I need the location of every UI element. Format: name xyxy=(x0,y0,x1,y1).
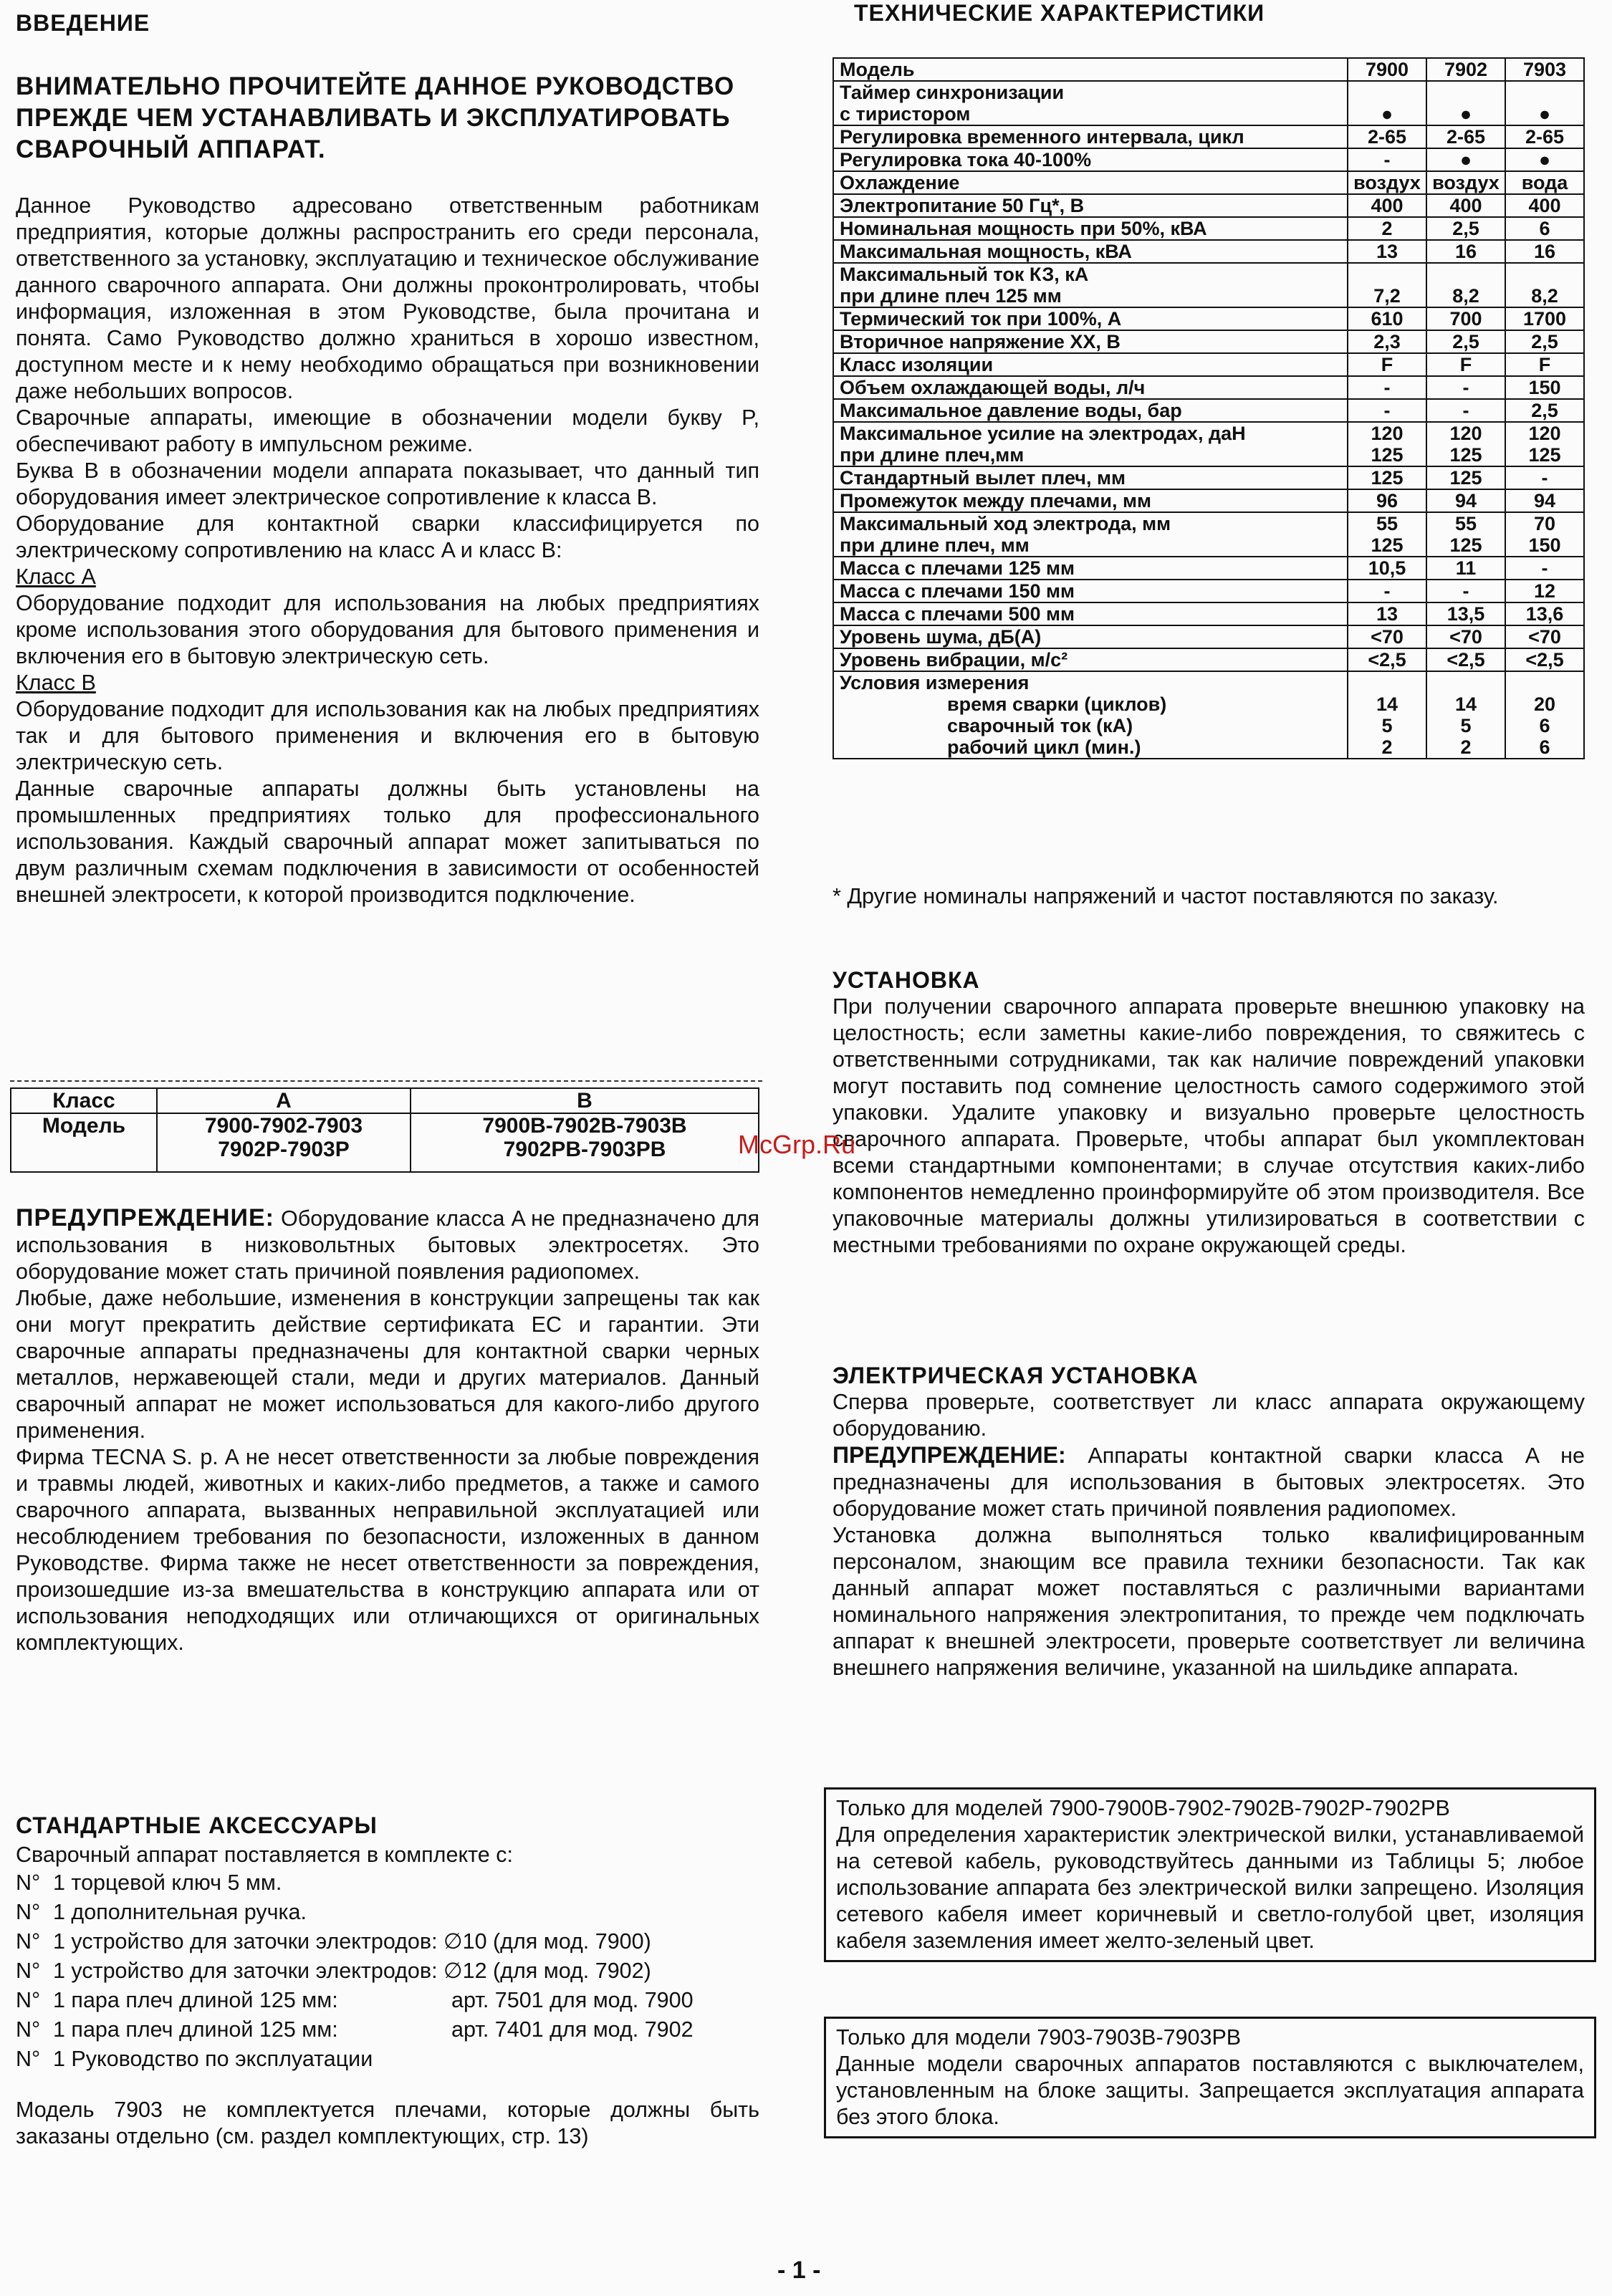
spec-value: 13,5 xyxy=(1426,602,1505,625)
class-row-label: Модель xyxy=(11,1113,157,1172)
elec-section xyxy=(833,1363,1585,1681)
spec-value xyxy=(1348,422,1426,466)
class-b-models xyxy=(411,1113,759,1172)
spec-conditions-value xyxy=(1426,671,1505,759)
spec-label xyxy=(833,353,1348,376)
intro-warning: ВНИМАТЕЛЬНО ПРОЧИТЕЙТЕ ДАННОЕ РУКОВОДСТВО ПРЕЖДЕ ЧЕМ УСТАНАВЛИВАТЬ И ЭКСПЛУАТИРОВАТЬ СВАРОЧНЫЙ АППАРАТ. xyxy=(16,72,735,163)
spec-value: F xyxy=(1505,353,1584,376)
spec-value: 2,5 xyxy=(1505,330,1584,353)
spec-row xyxy=(833,557,1584,580)
spec-label xyxy=(833,330,1348,353)
spec-row xyxy=(833,376,1584,399)
spec-conditions-value-line: 6 xyxy=(1539,715,1550,736)
spec-value: 125 xyxy=(1426,466,1505,489)
accessory-text: 1 Руководство по эксплуатации xyxy=(53,2047,373,2071)
spec-label-line: при длине плеч 125 мм xyxy=(840,285,1062,307)
spec-value: - xyxy=(1348,399,1426,422)
spec-conditions-item: рабочий цикл (мин.) xyxy=(947,736,1141,758)
class-b-text: Оборудование подходит для использования как на любых предприятиях так и для бытового применения и включения его в бытовую электрическую сеть. xyxy=(16,697,759,774)
elec-text2: Установка должна выполняться только квалифицированным персоналом, знающим все правила техники безопасности. Так как данный аппарат может поставляться с различными вариантами номинального напряжения электропитания, то прежде чем подключать аппарат к внешней электросети, проверьте соответствует ли величина внешнего напряжения величине, указанной на шильдике аппарата. xyxy=(833,1523,1585,1680)
spec-value: 2,5 xyxy=(1426,217,1505,240)
spec-row xyxy=(833,422,1584,466)
spec-value-line: 70 xyxy=(1533,513,1556,534)
spec-row xyxy=(833,625,1584,648)
left-column xyxy=(16,10,759,908)
intro-heading: ВВЕДЕНИЕ xyxy=(16,10,150,36)
spec-value-line: 125 xyxy=(1371,534,1404,556)
spec-value: 94 xyxy=(1426,489,1505,512)
spec-row xyxy=(833,648,1584,671)
spec-value-line: 120 xyxy=(1449,423,1482,444)
spec-value: 2-65 xyxy=(1426,125,1505,148)
accessory-item xyxy=(16,1927,759,1956)
spec-conditions-value-line: 5 xyxy=(1381,715,1393,736)
spec-value: 7,2 xyxy=(1348,263,1426,307)
class-b-title: Класс B xyxy=(16,671,96,695)
accessory-article: арт. 7501 для мод. 7900 xyxy=(451,1988,694,2012)
spec-conditions-value-line: 20 xyxy=(1533,693,1556,715)
spec-row xyxy=(833,489,1584,512)
spec-label xyxy=(833,376,1348,399)
spec-label-line: с тиристором xyxy=(840,103,971,125)
spec-row xyxy=(833,353,1584,376)
spec-value: <2,5 xyxy=(1426,648,1505,671)
spec-value: 1700 xyxy=(1505,307,1584,330)
install-text: При получении сварочного аппарата проверьте внешнюю упаковку на целостность; если заметны какие-либо повреждения, то свяжитесь с ответственными сотрудниками, так как наличие повреждений упаковки могут поставить под сомнение целостность самого содержимого этой упаковки. Удалите упаковку и визуально проверьте целостность сварочного аппарата. Проверьте, чтобы аппарат был укомплектован всеми стандартными компонентами; в случае отсутствия каких-либо компонентов немедленно проинформируйте об этом производителя. Все упаковочные материалы должны утилизироваться в соответствии с местными требованиями по охране окружающей среды. xyxy=(833,994,1585,1257)
accessory-number: N° xyxy=(16,1959,41,1983)
spec-value: 16 xyxy=(1505,240,1584,263)
footnote: * Другие номиналы напряжений и частот поставляются по заказу. xyxy=(833,884,1499,908)
spec-conditions-title: Условия измерения xyxy=(840,672,1030,693)
spec-label-line: Уровень шума, дБ(A) xyxy=(840,626,1042,648)
spec-row xyxy=(833,240,1584,263)
spec-label xyxy=(833,648,1348,671)
spec-value: 8,2 xyxy=(1426,263,1505,307)
accessory-text: 1 устройство для заточки электродов: ∅10 (для мод. 7900) xyxy=(53,1929,651,1954)
accessory-item xyxy=(16,1986,759,2015)
spec-value: - xyxy=(1426,580,1505,602)
spec-value: 2 xyxy=(1348,217,1426,240)
spec-value: воздух xyxy=(1426,171,1505,194)
spec-value: <2,5 xyxy=(1505,648,1584,671)
spec-row xyxy=(833,148,1584,171)
spec-label xyxy=(833,171,1348,194)
spec-label xyxy=(833,489,1348,512)
spec-row xyxy=(833,602,1584,625)
spec-value: вода xyxy=(1505,171,1584,194)
spec-header-model: 7902 xyxy=(1426,58,1505,81)
spec-value: 700 xyxy=(1426,307,1505,330)
accessory-number: N° xyxy=(16,1900,41,1924)
notice-box-1-title: Только для моделей 7900-7900B-7902-7902B-7902P-7902PB xyxy=(836,1796,1450,1820)
spec-label-line: Максимальное усилие на электродах, даН xyxy=(840,423,1246,444)
accessory-text: 1 пара плеч длиной 125 мм: xyxy=(53,2017,338,2042)
spec-value: 2,5 xyxy=(1426,330,1505,353)
spec-label xyxy=(833,399,1348,422)
spec-conditions-item: сварочный ток (кА) xyxy=(947,715,1133,736)
accessory-text: 1 пара плеч длиной 125 мм: xyxy=(53,1988,338,2012)
spec-row xyxy=(833,217,1584,240)
accessory-number: N° xyxy=(16,1929,41,1954)
divider xyxy=(10,1080,762,1082)
spec-conditions-row xyxy=(833,671,1584,759)
accessory-number: N° xyxy=(16,2017,41,2042)
spec-label xyxy=(833,148,1348,171)
spec-value-line: 120 xyxy=(1371,423,1404,444)
spec-conditions-value xyxy=(1348,671,1426,759)
spec-value: <70 xyxy=(1505,625,1584,648)
install-heading: УСТАНОВКА xyxy=(833,967,980,993)
spec-label xyxy=(833,81,1348,125)
spec-value: 2,5 xyxy=(1505,399,1584,422)
spec-value xyxy=(1505,512,1584,557)
spec-value: F xyxy=(1426,353,1505,376)
spec-value: - xyxy=(1505,466,1584,489)
spec-label-line: Таймер синхронизации xyxy=(840,82,1065,103)
spec-table xyxy=(833,57,1585,759)
spec-row xyxy=(833,81,1584,125)
spec-value: ● xyxy=(1505,81,1584,125)
spec-value: - xyxy=(1426,399,1505,422)
watermark: McGrp.Ru xyxy=(738,1130,856,1159)
spec-value: F xyxy=(1348,353,1426,376)
accessory-text: 1 устройство для заточки электродов: ∅12 (для мод. 7902) xyxy=(53,1959,651,1983)
spec-row xyxy=(833,263,1584,307)
spec-value-line: 125 xyxy=(1528,444,1561,466)
spec-row xyxy=(833,194,1584,217)
spec-value xyxy=(1348,512,1426,557)
intro-body xyxy=(16,193,759,908)
spec-label-line: Регулировка временного интервала, цикл xyxy=(840,126,1244,148)
spec-row xyxy=(833,171,1584,194)
accessories-heading: СТАНДАРТНЫЕ АКСЕССУАРЫ xyxy=(16,1812,378,1838)
para-classification: Оборудование для контактной сварки классифицируется по электрическому сопротивлению на класс A и класс B: xyxy=(16,511,759,562)
spec-value: <70 xyxy=(1426,625,1505,648)
spec-value: 400 xyxy=(1505,194,1584,217)
spec-value-line: 125 xyxy=(1449,444,1482,466)
spec-value: 8,2 xyxy=(1505,263,1584,307)
spec-label-line: при длине плеч, мм xyxy=(840,534,1030,556)
spec-label-line: Максимальное давление воды, бар xyxy=(840,400,1182,421)
spec-value: 10,5 xyxy=(1348,557,1426,580)
page-number: - 1 - xyxy=(777,2257,821,2284)
class-header-label: Класс xyxy=(11,1088,157,1113)
spec-value: 400 xyxy=(1348,194,1426,217)
spec-label xyxy=(833,263,1348,307)
spec-value-line: 150 xyxy=(1528,534,1561,556)
elec-heading: ЭЛЕКТРИЧЕСКАЯ УСТАНОВКА xyxy=(833,1363,1199,1388)
accessory-number: N° xyxy=(16,2047,41,2071)
spec-label-line: Электропитание 50 Гц*, В xyxy=(840,195,1085,216)
spec-label-line: Стандартный вылет плеч, мм xyxy=(840,467,1126,489)
spec-label-line: Масса с плечами 125 мм xyxy=(840,557,1075,579)
notice-box-1-text: Для определения характеристик электрической вилки, устанавливаемой на сетевой кабель, руководствуйтесь данными из Таблицы 5; любое использование аппарата без электрической вилки запрещено. Изоляция сетевого кабеля имеет коричневый и светло-голубой цвет, изоляция кабеля заземления имеет желто-зеленый цвет. xyxy=(836,1822,1584,1953)
spec-row xyxy=(833,466,1584,489)
spec-value: - xyxy=(1348,148,1426,171)
spec-value: 2-65 xyxy=(1505,125,1584,148)
spec-value-line: 125 xyxy=(1371,444,1404,466)
spec-value: 6 xyxy=(1505,217,1584,240)
spec-label-line: Максимальная мощность, кВА xyxy=(840,241,1132,262)
spec-value: 13 xyxy=(1348,240,1426,263)
notice-box-1 xyxy=(824,1787,1596,1962)
spec-conditions-value-line: 6 xyxy=(1539,736,1550,758)
spec-label-line: Номинальная мощность при 50%, кВА xyxy=(840,218,1207,239)
spec-value: <70 xyxy=(1348,625,1426,648)
spec-label-line: Уровень вибрации, м/с² xyxy=(840,649,1068,671)
accessory-text: 1 торцевой ключ 5 мм. xyxy=(53,1870,282,1895)
para-changes: Любые, даже небольшие, изменения в конструкции запрещены так как они могут прекратить действие сертификата ЕС и гарантии. Эти сварочные аппараты предназначены для контактной сварки черных металлов, нержавеющей стали, меди и других материалов. Данный сварочный аппарат не может использоваться для какого-либо другого применения. xyxy=(16,1286,759,1443)
spec-conditions-value-line: 14 xyxy=(1454,693,1477,715)
spec-value: - xyxy=(1348,376,1426,399)
spec-conditions-value-line: 14 xyxy=(1376,693,1398,715)
accessory-item xyxy=(16,2045,759,2074)
spec-label-line: Вторичное напряжение ХХ, В xyxy=(840,331,1121,352)
spec-label-line: при длине плеч,мм xyxy=(840,444,1025,466)
spec-label-line: Масса с плечами 500 мм xyxy=(840,603,1075,625)
spec-label xyxy=(833,422,1348,466)
accessories-intro: Сварочный аппарат поставляется в комплекте с: xyxy=(16,1843,513,1867)
spec-label-line: Охлаждение xyxy=(840,172,960,193)
accessory-number: N° xyxy=(16,1870,41,1895)
spec-header-row xyxy=(833,58,1584,81)
spec-value: 96 xyxy=(1348,489,1426,512)
spec-conditions-value xyxy=(1505,671,1584,759)
class-a-models-line1: 7900-7902-7903 xyxy=(204,1114,363,1138)
para-install: Данные сварочные аппараты должны быть установлены на промышленных предприятиях только для профессионального использования. Каждый сварочный аппарат может запитываться по двум различным схемам подключения в зависимости от особенностей внешней электросети, к которой производится подключение. xyxy=(16,777,759,907)
spec-conditions-item: время сварки (циклов) xyxy=(947,693,1167,715)
spec-value: воздух xyxy=(1348,171,1426,194)
spec-label xyxy=(833,512,1348,557)
accessories-list xyxy=(16,1868,759,2074)
spec-conditions-value-line: 5 xyxy=(1460,715,1472,736)
class-header-b: B xyxy=(411,1088,759,1113)
class-a-models-line2: 7902P-7903P xyxy=(218,1138,350,1161)
spec-row xyxy=(833,399,1584,422)
right-column xyxy=(833,0,1585,27)
spec-label xyxy=(833,557,1348,580)
spec-value: ● xyxy=(1426,148,1505,171)
spec-conditions-value-line: 2 xyxy=(1381,736,1393,758)
spec-value-line: 120 xyxy=(1528,423,1561,444)
spec-heading: ТЕХНИЧЕСКИЕ ХАРАКТЕРИСТИКИ xyxy=(854,0,1265,26)
elec-text1: Сперва проверьте, соответствует ли класс аппарата окружающему оборудованию. xyxy=(833,1390,1585,1441)
para-tecna: Фирма TECNA S. p. A не несет ответственности за любые повреждения и травмы людей, животных и каких-либо предметов, а также и самого сварочного аппарата, вызванных неправильной эксплуатацией или несоблюдением требования по безопасности, изложенных в данном Руководстве. Фирма также не несет ответственности за повреждения, произошедшие из-за вмешательства в конструкцию аппарата или от использования неподходящих или отличающихся от оригинальных комплектующих. xyxy=(16,1445,759,1655)
accessory-text: 1 дополнительная ручка. xyxy=(53,1900,307,1924)
spec-value: ● xyxy=(1426,81,1505,125)
spec-value: - xyxy=(1505,557,1584,580)
spec-value: 125 xyxy=(1348,466,1426,489)
spec-value xyxy=(1426,422,1505,466)
class-a-models xyxy=(157,1113,411,1172)
spec-value-line: 55 xyxy=(1376,513,1398,534)
spec-label xyxy=(833,625,1348,648)
warning-section xyxy=(16,1205,759,1656)
accessory-item xyxy=(16,1898,759,1927)
spec-row xyxy=(833,512,1584,557)
spec-label xyxy=(833,466,1348,489)
para-p-models: Сварочные аппараты, имеющие в обозначении модели букву P, обеспечивают работу в импульсном режиме. xyxy=(16,405,759,456)
accessory-article: арт. 7401 для мод. 7902 xyxy=(451,2017,694,2042)
install-section xyxy=(833,967,1585,1259)
spec-header-model: 7903 xyxy=(1505,58,1584,81)
spec-label-line: Регулировка тока 40-100% xyxy=(840,149,1092,170)
accessories-section xyxy=(16,1812,759,2150)
elec-body xyxy=(833,1389,1585,1681)
spec-label xyxy=(833,602,1348,625)
spec-value: 12 xyxy=(1505,580,1584,602)
class-table xyxy=(10,1087,759,1173)
spec-value: <2,5 xyxy=(1348,648,1426,671)
spec-label xyxy=(833,217,1348,240)
notice-box-2-title: Только для модели 7903-7903B-7903PB xyxy=(836,2025,1242,2050)
class-b-models-line2: 7902PB-7903PB xyxy=(503,1138,666,1161)
accessory-item xyxy=(16,1956,759,1986)
spec-label-line: Максимальный ход электрода, мм xyxy=(840,513,1171,534)
class-b-models-line1: 7900B-7902B-7903B xyxy=(482,1114,687,1138)
spec-value-line: 125 xyxy=(1449,534,1482,556)
spec-label-line: Класс изоляции xyxy=(840,354,994,375)
para-b-models: Буква B в обозначении модели аппарата показывает, что данный тип оборудования имеет электрическое сопротивление к класса B. xyxy=(16,458,759,509)
spec-label xyxy=(833,240,1348,263)
elec-warning-text: Аппараты контактной сварки класса A не предназначены для использования в бытовых электросетях. Это оборудование может стать причиной появления радиопомех. xyxy=(833,1444,1585,1521)
spec-value: - xyxy=(1426,376,1505,399)
spec-value: 11 xyxy=(1426,557,1505,580)
spec-label-line: Объем охлаждающей воды, л/ч xyxy=(840,377,1146,398)
spec-label xyxy=(833,194,1348,217)
spec-row xyxy=(833,125,1584,148)
warning-text: Оборудование класса A не предназначено для использования в низковольтных бытовых электросетях. Это оборудование может стать причиной появления радиопомех. xyxy=(16,1206,759,1284)
class-a-text: Оборудование подходит для использования на любых предприятиях кроме использования этого оборудования для бытового применения и включения его в бытовую электрическую сеть. xyxy=(16,591,759,668)
spec-value: 150 xyxy=(1505,376,1584,399)
accessory-number: N° xyxy=(16,1988,41,2012)
spec-value: ● xyxy=(1348,81,1426,125)
spec-header-model: 7900 xyxy=(1348,58,1426,81)
notice-box-2 xyxy=(824,2017,1596,2138)
spec-label xyxy=(833,307,1348,330)
spec-row xyxy=(833,580,1584,602)
spec-conditions-value-line: 2 xyxy=(1460,736,1472,758)
spec-value: 13 xyxy=(1348,602,1426,625)
spec-value: 13,6 xyxy=(1505,602,1584,625)
spec-row xyxy=(833,307,1584,330)
elec-warning-title: ПРЕДУПРЕЖДЕНИЕ: xyxy=(833,1442,1066,1468)
spec-label xyxy=(833,580,1348,602)
spec-row xyxy=(833,330,1584,353)
spec-value: 2-65 xyxy=(1348,125,1426,148)
spec-value: ● xyxy=(1505,148,1584,171)
warning-title: ПРЕДУПРЕЖДЕНИЕ: xyxy=(16,1204,274,1231)
accessory-item xyxy=(16,2015,759,2045)
spec-header-label: Модель xyxy=(833,58,1348,81)
class-header-a: A xyxy=(157,1088,411,1113)
para-manual: Данное Руководство адресовано ответственным работникам предприятия, которые должны распространить его среди персонала, ответственного за установку, эксплуатацию и техническое обслуживание данного сварочного аппарата. Они должны проконтролировать, чтобы информация, изложенная в этом Руководстве, была прочитана и понята. Само Руководство должно храниться в хорошо известном, доступном месте и к нему необходимо обращаться при возникновении даже небольших вопросов. xyxy=(16,193,759,403)
accessories-note: Модель 7903 не комплектуется плечами, которые должны быть заказаны отдельно (см. раздел комплектующих, стр. 13) xyxy=(16,2098,759,2148)
spec-label-line: Максимальный ток КЗ, кА xyxy=(840,264,1089,285)
spec-value-line: 55 xyxy=(1454,513,1477,534)
spec-label xyxy=(833,125,1348,148)
class-a-title: Класс A xyxy=(16,565,96,589)
spec-value xyxy=(1505,422,1584,466)
spec-value: - xyxy=(1348,580,1426,602)
spec-value xyxy=(1426,512,1505,557)
spec-label-line: Масса с плечами 150 мм xyxy=(840,580,1075,602)
spec-label-line: Термический ток при 100%, А xyxy=(840,308,1122,330)
spec-value: 610 xyxy=(1348,307,1426,330)
notice-box-2-text: Данные модели сварочных аппаратов поставляются с выключателем, установленным на блоке защиты. Запрещается эксплуатация аппарата без этого блока. xyxy=(836,2052,1584,2129)
spec-conditions-label xyxy=(833,671,1348,759)
spec-value: 2,3 xyxy=(1348,330,1426,353)
spec-value: 94 xyxy=(1505,489,1584,512)
spec-value: 16 xyxy=(1426,240,1505,263)
spec-label-line: Промежуток между плечами, мм xyxy=(840,490,1151,511)
accessory-item xyxy=(16,1868,759,1898)
spec-value: 400 xyxy=(1426,194,1505,217)
